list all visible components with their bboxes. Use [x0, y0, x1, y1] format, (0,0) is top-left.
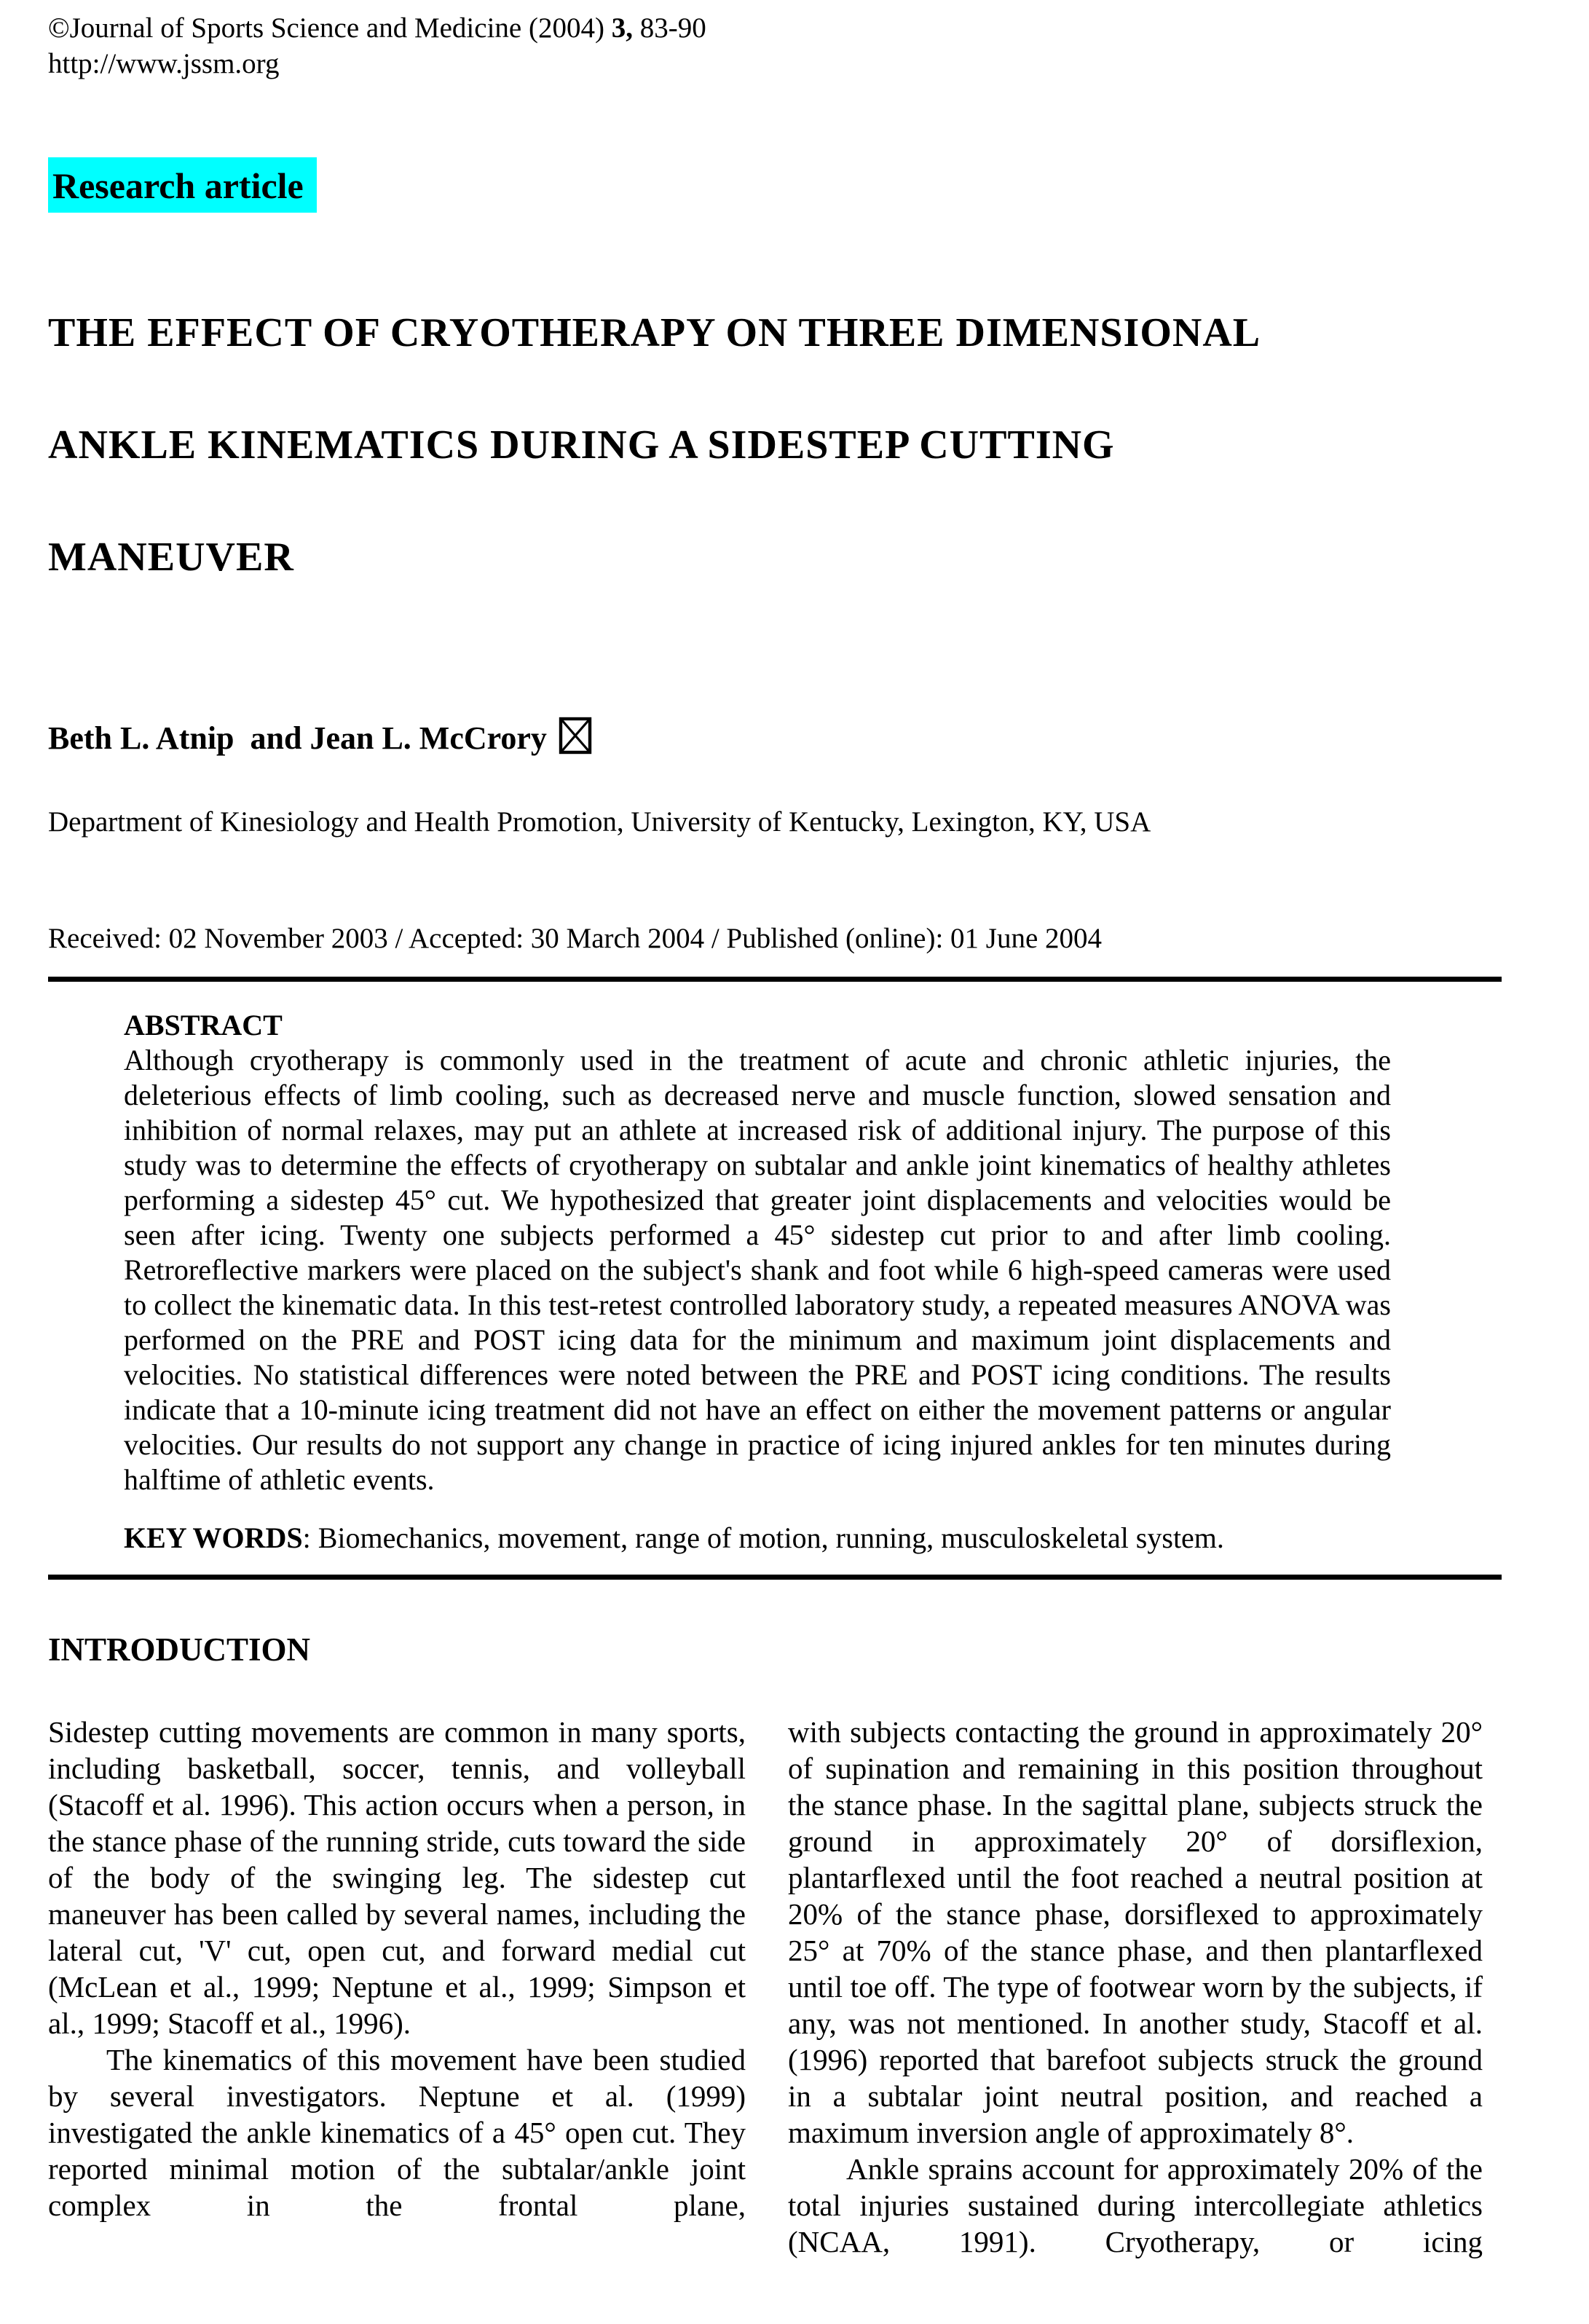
- article-type-badge: Research article: [48, 157, 317, 213]
- intro-paragraph: Sidestep cutting movements are common in many sports, including basketball, soccer, tennis, and volleyball (Stacoff et al. 1996). This action occurs when a person, in the stance phase of the running stride, cuts toward the side of the body of the swinging leg. The sidestep cut maneuver has been called by several names, including the lateral cut, 'V' cut, open cut, and forward medial cut (McLean et al., 1999; Neptune et al., 1999; Simpson et al., 1999; Stacoff et al., 1996).: [48, 1715, 746, 2040]
- divider-bottom: [48, 1575, 1502, 1580]
- authors-line: [48, 717, 1502, 758]
- abstract-text: Although cryotherapy is commonly used in the treatment of acute and chronic athletic injuries, the deleterious effects of limb cooling, such as decreased nerve and muscle function, slowed sensation and inhibition of normal relaxes, may put an athlete at increased risk of additional injury. The purpose of this study was to determine the effects of cryotherapy on subtalar and ankle joint kinematics of healthy athletes performing a sidestep 45° cut. We hypothesized that greater joint displacements and velocities would be seen after icing. Twenty one subjects performed a 45° sidestep cut prior to and after limb cooling. Retroreflective markers were placed on the subject's shank and foot while 6 high-speed cameras were used to collect the kinematic data. In this test-retest controlled laboratory study, a repeated measures ANOVA was performed on the PRE and POST icing data for the minimum and maximum joint displacements and velocities. No statistical differences were noted between the PRE and POST icing conditions. The results indicate that a 10-minute icing treatment did not have an effect on either the movement patterns or angular velocities. Our results do not support any change in practice of icing injured ankles for ten minutes during halftime of athletic events.: [124, 1044, 1391, 1496]
- keywords-line: [124, 1521, 1391, 1556]
- mail-icon[interactable]: [559, 717, 592, 755]
- introduction-body: [48, 1714, 1502, 2260]
- title-line-2: ANKLE KINEMATICS DURING A SIDESTEP CUTTING: [48, 422, 1115, 468]
- journal-url-link[interactable]: http://www.jssm.org: [48, 48, 280, 79]
- keywords-text: : Biomechanics, movement, range of motion, running, musculoskeletal system.: [302, 1521, 1224, 1554]
- abstract-section: [124, 1008, 1391, 1497]
- journal-volume: 3,: [611, 12, 633, 44]
- intro-paragraph: The kinematics of this movement have been studied by several investigators. Neptune et al. (1999) investigated the ankle kinematics of a 45° open cut. They reported minimal motion of the subtalar/ankle joint complex in the frontal plane,: [48, 2043, 746, 2222]
- intro-column-right: [788, 1714, 1483, 2260]
- received-accepted-published-line: Received: 02 November 2003 / Accepted: 30 March 2004 / Published (online): 01 June 2004: [48, 923, 1103, 954]
- journal-copyright-line: [48, 10, 1502, 46]
- journal-header: [48, 10, 1502, 82]
- article-title: [48, 312, 1502, 578]
- affiliation-line: Department of Kinesiology and Health Promotion, University of Kentucky, Lexington, KY, USA: [48, 806, 1151, 838]
- intro-paragraph: Ankle sprains account for approximately 20% of the total injuries sustained during intercollegiate athletics (NCAA, 1991). Cryotherapy, or icing: [788, 2152, 1483, 2258]
- author-names: Beth L. Atnip and Jean L. McCrory: [48, 720, 547, 756]
- intro-column-left: [48, 1714, 746, 2260]
- keywords-label: KEY WORDS: [124, 1521, 303, 1554]
- abstract-heading: ABSTRACT: [124, 1009, 283, 1041]
- introduction-heading: INTRODUCTION: [48, 1631, 311, 1668]
- journal-pages: 83-90: [632, 12, 706, 44]
- journal-name-year: ©Journal of Sports Science and Medicine (2004): [48, 12, 612, 44]
- intro-paragraph: with subjects contacting the ground in approximately 20° of supination and remaining in this position throughout the stance phase. In the sagittal plane, subjects struck the ground in approximately 20° of dorsiflexion, plantarflexed until the foot reached a neutral position at 20% of the stance phase, dorsiflexed to approximately 25° at 70% of the stance phase, and then plantarflexed until toe off. The type of footwear worn by the subjects, if any, was not mentioned. In another study, Stacoff et al. (1996) reported that barefoot subjects struck the ground in a subtalar joint neutral position, and reached a maximum inversion angle of approximately 8°.: [788, 1715, 1483, 2149]
- divider-top: [48, 977, 1502, 982]
- title-line-3: MANEUVER: [48, 535, 294, 580]
- title-line-1: THE EFFECT OF CRYOTHERAPY ON THREE DIMENSIONAL: [48, 310, 1261, 355]
